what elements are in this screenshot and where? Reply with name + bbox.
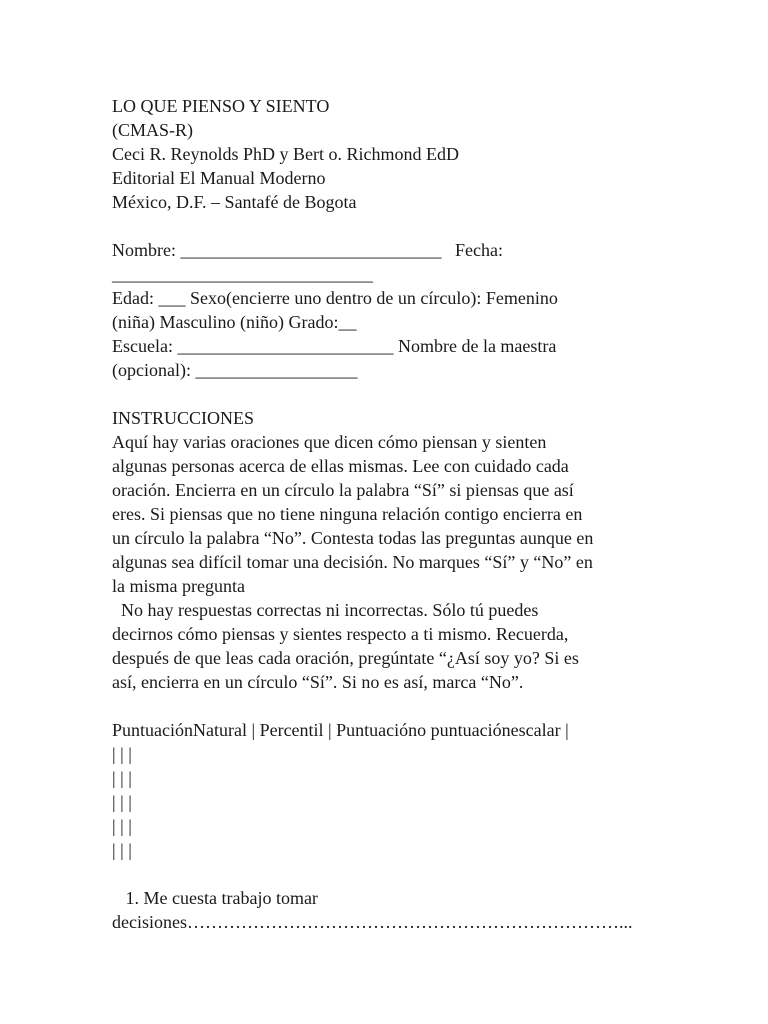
- spacer: [112, 862, 732, 886]
- instructions-line: algunas sea difícil tomar una decisión. No marques “Sí” y “No” en: [112, 552, 593, 572]
- instructions-line: después de que leas cada oración, pregúntate “¿Así soy yo? Si es: [112, 648, 579, 668]
- instructions-line: decirnos cómo piensas y sientes respecto a ti mismo. Recuerda,: [112, 624, 569, 644]
- document-title: LO QUE PIENSO Y SIENTO: [112, 96, 330, 116]
- form-school-teacher-line: Escuela: ________________________ Nombre de la maestra: [112, 336, 557, 356]
- spacer: [112, 382, 732, 406]
- form-sex-grade-line: (niña) Masculino (niño) Grado:__: [112, 312, 357, 332]
- question-item-1-line-2: decisiones………………………………………………………………...: [112, 912, 633, 932]
- instructions-line: algunas personas acerca de ellas mismas. Lee con cuidado cada: [112, 456, 569, 476]
- instructions-line: la misma pregunta: [112, 576, 245, 596]
- instructions-line: oración. Encierra en un círculo la palabra “Sí” si piensas que así: [112, 480, 574, 500]
- instructions-heading: INSTRUCCIONES: [112, 408, 255, 428]
- spacer: [112, 694, 732, 718]
- score-table-row: | | |: [112, 792, 132, 812]
- document-subtitle: (CMAS-R): [112, 120, 194, 140]
- question-item-1-line-1: 1. Me cuesta trabajo tomar: [112, 888, 318, 908]
- instructions-body: [112, 430, 732, 694]
- instructions-line: No hay respuestas correctas ni incorrectas. Sólo tú puedes: [112, 600, 539, 620]
- form-date-blank-line: _____________________________: [112, 264, 373, 284]
- instructions-line: Aquí hay varias oraciones que dicen cómo piensan y sienten: [112, 432, 547, 452]
- document-authors: Ceci R. Reynolds PhD y Bert o. Richmond EdD: [112, 144, 459, 164]
- instructions-line: un círculo la palabra “No”. Contesta todas las preguntas aunque en: [112, 528, 594, 548]
- form-name-date-line: Nombre: _____________________________ Fecha:: [112, 240, 503, 260]
- score-table-row: | | |: [112, 768, 132, 788]
- score-table-row: | | |: [112, 840, 132, 860]
- score-table-header: PuntuaciónNatural | Percentil | Puntuacióno puntuaciónescalar |: [112, 720, 569, 740]
- form-optional-line: (opcional): __________________: [112, 360, 358, 380]
- instructions-line: eres. Si piensas que no tiene ninguna relación contigo encierra en: [112, 504, 583, 524]
- spacer: [112, 214, 732, 238]
- score-table-row: | | |: [112, 744, 132, 764]
- form-age-sex-line: Edad: ___ Sexo(encierre uno dentro de un círculo): Femenino: [112, 288, 558, 308]
- document-page: [112, 94, 732, 934]
- score-table-row: | | |: [112, 816, 132, 836]
- document-publisher: Editorial El Manual Moderno: [112, 168, 326, 188]
- document-location: México, D.F. – Santafé de Bogota: [112, 192, 357, 212]
- instructions-line: así, encierra en un círculo “Sí”. Si no es así, marca “No”.: [112, 672, 524, 692]
